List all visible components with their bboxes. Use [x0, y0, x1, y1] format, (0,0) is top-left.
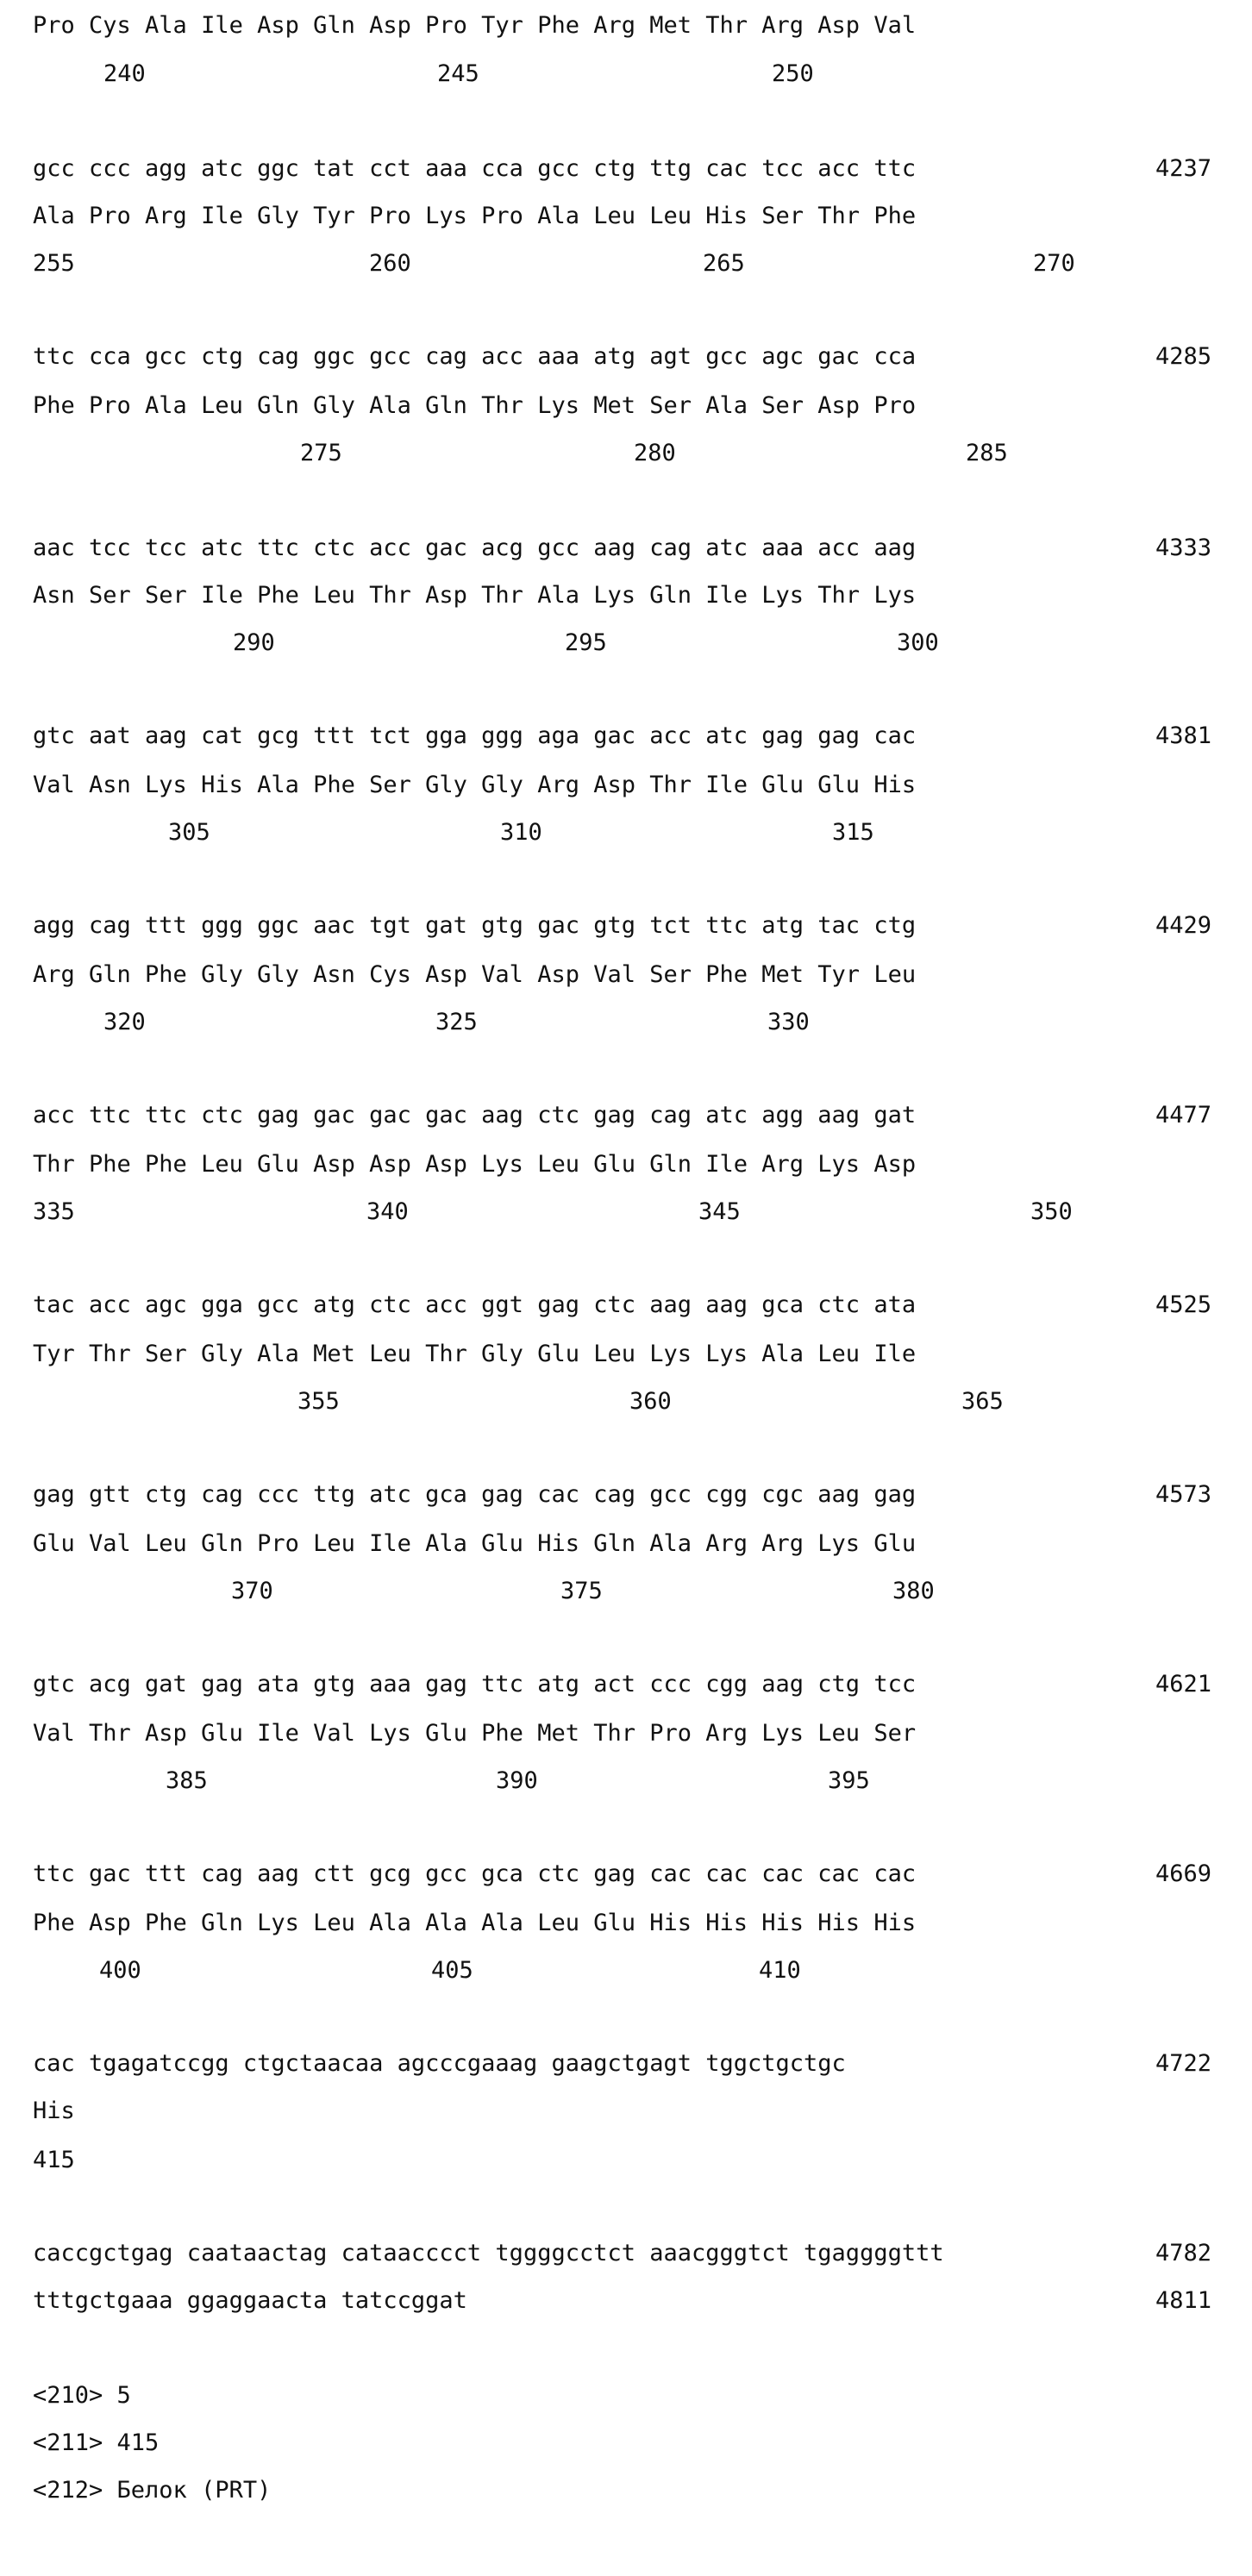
- nucleotide-count: 4573: [1155, 1481, 1212, 1508]
- sequence-type-field: <212> Белок (PRT): [33, 2477, 272, 2504]
- aa-line: Asn Ser Ser Ile Phe Leu Thr Asp Thr Ala Lys Gln Ile Lys Thr Lys: [33, 582, 917, 609]
- position-label: 390: [496, 1767, 538, 1794]
- position-label: 345: [698, 1198, 741, 1225]
- position-label: 260: [369, 250, 411, 277]
- aa-line: His: [33, 2098, 75, 2124]
- aa-line: Arg Gln Phe Gly Gly Asn Cys Asp Val Asp Val Ser Phe Met Tyr Leu: [33, 961, 917, 988]
- dna-line: agg cag ttt ggg ggc aac tgt gat gtg gac gtg tct ttc atg tac ctg: [33, 912, 917, 939]
- aa-line: Val Asn Lys His Ala Phe Ser Gly Gly Arg Asp Thr Ile Glu Glu His: [33, 772, 917, 798]
- nucleotide-count: 4381: [1155, 722, 1212, 749]
- aa-line: Thr Phe Phe Leu Glu Asp Asp Asp Lys Leu Glu Gln Ile Arg Lys Asp: [33, 1151, 917, 1178]
- position-label: 330: [767, 1009, 810, 1035]
- position-label: 240: [103, 60, 146, 87]
- nucleotide-count: 4811: [1155, 2287, 1212, 2314]
- position-label: 320: [103, 1009, 146, 1035]
- dna-line: gtc aat aag cat gcg ttt tct gga ggg aga gac acc atc gag gag cac: [33, 722, 917, 749]
- aa-line: Tyr Thr Ser Gly Ala Met Leu Thr Gly Glu Leu Lys Lys Ala Leu Ile: [33, 1341, 917, 1367]
- position-label: 315: [832, 819, 874, 846]
- position-label: 415: [33, 2147, 75, 2173]
- position-label: 275: [300, 440, 342, 466]
- position-label: 250: [772, 60, 814, 87]
- position-label: 350: [1030, 1198, 1073, 1225]
- dna-line: cac tgagatccgg ctgctaacaa agcccgaaag gaagctgagt tggctgctgc: [33, 2050, 846, 2077]
- position-label: 375: [560, 1578, 603, 1604]
- position-label: 310: [500, 819, 542, 846]
- dna-line: ttc cca gcc ctg cag ggc gcc cag acc aaa atg agt gcc agc gac cca: [33, 343, 917, 370]
- position-label: 245: [437, 60, 479, 87]
- position-label: 355: [297, 1388, 340, 1415]
- position-label: 340: [366, 1198, 409, 1225]
- aa-line: Phe Asp Phe Gln Lys Leu Ala Ala Ala Leu Glu His His His His His: [33, 1910, 917, 1936]
- position-label: 365: [961, 1388, 1004, 1415]
- dna-line: aac tcc tcc atc ttc ctc acc gac acg gcc aag cag atc aaa acc aag: [33, 535, 917, 561]
- nucleotide-count: 4669: [1155, 1860, 1212, 1887]
- aa-line: Ala Pro Arg Ile Gly Tyr Pro Lys Pro Ala Leu Leu His Ser Thr Phe: [33, 203, 917, 229]
- nucleotide-count: 4782: [1155, 2240, 1212, 2267]
- position-label: 265: [703, 250, 745, 277]
- aa-line: Val Thr Asp Glu Ile Val Lys Glu Phe Met Thr Pro Arg Lys Leu Ser: [33, 1720, 917, 1747]
- dna-line: gcc ccc agg atc ggc tat cct aaa cca gcc ctg ttg cac tcc acc ttc: [33, 155, 917, 182]
- nucleotide-count: 4333: [1155, 535, 1212, 561]
- position-label: 370: [231, 1578, 273, 1604]
- position-label: 395: [828, 1767, 870, 1794]
- dna-line: acc ttc ttc ctc gag gac gac gac aag ctc gag cag atc agg aag gat: [33, 1102, 917, 1129]
- position-label: 380: [892, 1578, 935, 1604]
- aa-line: Phe Pro Ala Leu Gln Gly Ala Gln Thr Lys Met Ser Ala Ser Asp Pro: [33, 392, 917, 419]
- dna-line: tttgctgaaa ggaggaacta tatccggat: [33, 2287, 467, 2314]
- position-label: 305: [168, 819, 210, 846]
- dna-line: gtc acg gat gag ata gtg aaa gag ttc atg act ccc cgg aag ctg tcc: [33, 1671, 917, 1698]
- position-label: 295: [565, 629, 607, 656]
- position-label: 280: [634, 440, 676, 466]
- aa-line: Pro Cys Ala Ile Asp Gln Asp Pro Tyr Phe Arg Met Thr Arg Asp Val: [33, 12, 917, 39]
- position-label: 325: [435, 1009, 478, 1035]
- dna-line: ttc gac ttt cag aag ctt gcg gcc gca ctc gag cac cac cac cac cac: [33, 1860, 917, 1887]
- nucleotide-count: 4525: [1155, 1291, 1212, 1318]
- position-label: 285: [966, 440, 1008, 466]
- nucleotide-count: 4237: [1155, 155, 1212, 182]
- nucleotide-count: 4621: [1155, 1671, 1212, 1698]
- dna-line: gag gtt ctg cag ccc ttg atc gca gag cac cag gcc cgg cgc aag gag: [33, 1481, 917, 1508]
- position-label: 255: [33, 250, 75, 277]
- position-label: 410: [759, 1957, 801, 1984]
- position-label: 400: [99, 1957, 141, 1984]
- nucleotide-count: 4429: [1155, 912, 1212, 939]
- sequence-id-field: <210> 5: [33, 2382, 131, 2409]
- dna-line: tac acc agc gga gcc atg ctc acc ggt gag ctc aag aag gca ctc ata: [33, 1291, 917, 1318]
- aa-line: Glu Val Leu Gln Pro Leu Ile Ala Glu His Gln Ala Arg Arg Lys Glu: [33, 1530, 917, 1557]
- dna-line: caccgctgag caataactag cataacccct tggggcctct aaacgggtct tgaggggttt: [33, 2240, 944, 2267]
- position-label: 405: [431, 1957, 473, 1984]
- position-label: 270: [1033, 250, 1075, 277]
- position-label: 300: [897, 629, 939, 656]
- position-label: 385: [166, 1767, 208, 1794]
- sequence-length-field: <211> 415: [33, 2429, 160, 2456]
- position-label: 335: [33, 1198, 75, 1225]
- position-label: 290: [233, 629, 275, 656]
- nucleotide-count: 4285: [1155, 343, 1212, 370]
- nucleotide-count: 4722: [1155, 2050, 1212, 2077]
- position-label: 360: [629, 1388, 672, 1415]
- nucleotide-count: 4477: [1155, 1102, 1212, 1129]
